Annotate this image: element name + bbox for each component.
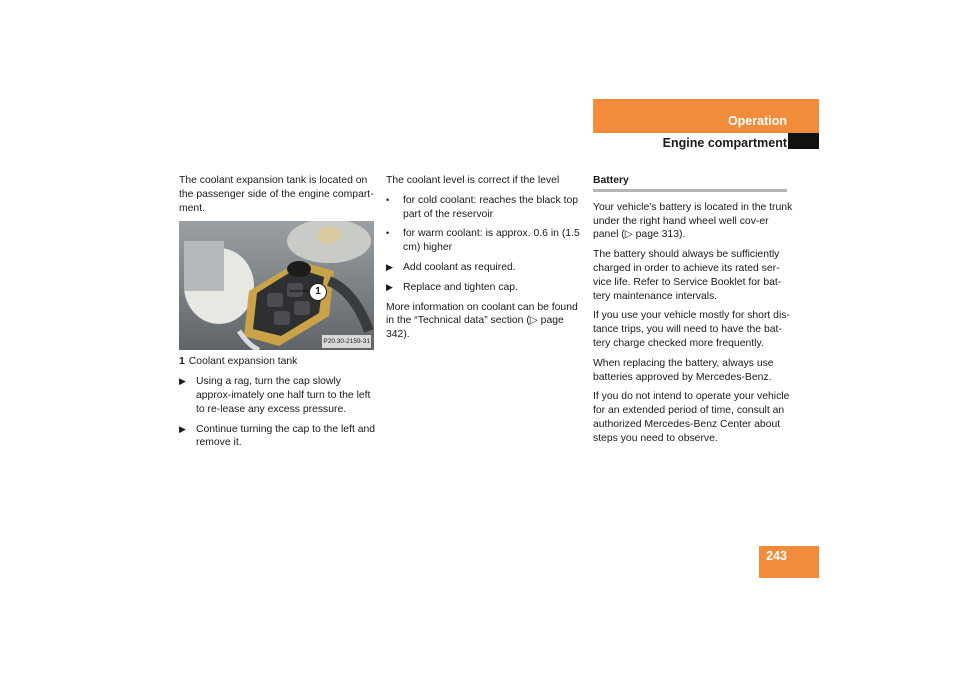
column-coolant-level (386, 174, 586, 348)
header-subsection (593, 133, 819, 151)
arrow-bullet-icon: ▶ (179, 423, 186, 434)
arrow-bullet-icon: ▶ (386, 281, 393, 292)
step-item (179, 375, 379, 416)
battery-paragraph: Your vehicle’s battery is located in the trunk under the right hand wheel well cov-er panel (▷ page 313). (593, 201, 793, 241)
dot-bullet-icon: • (386, 194, 390, 205)
figure-caption (179, 355, 379, 369)
subsection-title: Engine compartment (662, 136, 787, 150)
page-number: 243 (766, 549, 787, 563)
battery-paragraph: If you use your vehicle mostly for short dis-tance trips, you will need to have the bat-tery charge checked more frequently. (593, 310, 790, 349)
coolant-level-intro: The coolant level is correct if the level (386, 175, 560, 186)
column-battery (593, 174, 793, 452)
coolant-tank-intro: The coolant expansion tank is located on the passenger side of the engine compart-ment. (179, 175, 374, 214)
arrow-bullet-icon: ▶ (386, 261, 393, 272)
step-item (386, 281, 586, 295)
callout-1: 1 (309, 283, 327, 301)
list-text: for cold coolant: reaches the black top part of the reservoir (403, 194, 579, 220)
header-banner (593, 99, 819, 133)
step-item (179, 423, 379, 451)
photo-code: P20.30-2159-31 (322, 335, 371, 349)
header-marker (788, 133, 819, 149)
battery-paragraph: When replacing the battery, always use batteries approved by Mercedes-Benz. (593, 357, 774, 383)
arrow-bullet-icon: ▶ (179, 376, 186, 387)
dot-bullet-icon: • (386, 228, 390, 239)
section-title: Operation (727, 114, 787, 128)
column-coolant-tank (179, 174, 379, 456)
battery-paragraph: The battery should always be sufficiently charged in order to achieve its rated ser-vice life. Refer to Service Booklet for bat-tery maintenance intervals. (593, 249, 782, 302)
battery-paragraph: If you do not intend to operate your vehicle for an extended period of time, consult an authorized Mercedes-Benz Center about steps you need to observe. (593, 391, 790, 444)
battery-heading: Battery (593, 174, 787, 192)
step-text: Continue turning the cap to the left and remove it. (196, 423, 376, 449)
more-info-text: More information on coolant can be found in the “Technical data” section (▷ page 342). (386, 301, 578, 341)
coolant-tank-photo (179, 221, 374, 350)
step-text: Using a rag, turn the cap slowly approx-imately one half turn to the left to re-lease any excess pressure. (196, 376, 371, 415)
list-item (386, 194, 586, 222)
list-text: for warm coolant: is approx. 0.6 in (1.5 cm) higher (403, 228, 580, 254)
step-text: Add coolant as required. (403, 261, 516, 273)
page-number-box (759, 546, 819, 578)
caption-text: Coolant expansion tank (188, 356, 298, 368)
step-text: Replace and tighten cap. (403, 281, 518, 293)
caption-number: 1 (179, 356, 185, 368)
list-item (386, 227, 586, 255)
step-item (386, 261, 586, 275)
engine-bay-illustration (179, 221, 374, 350)
